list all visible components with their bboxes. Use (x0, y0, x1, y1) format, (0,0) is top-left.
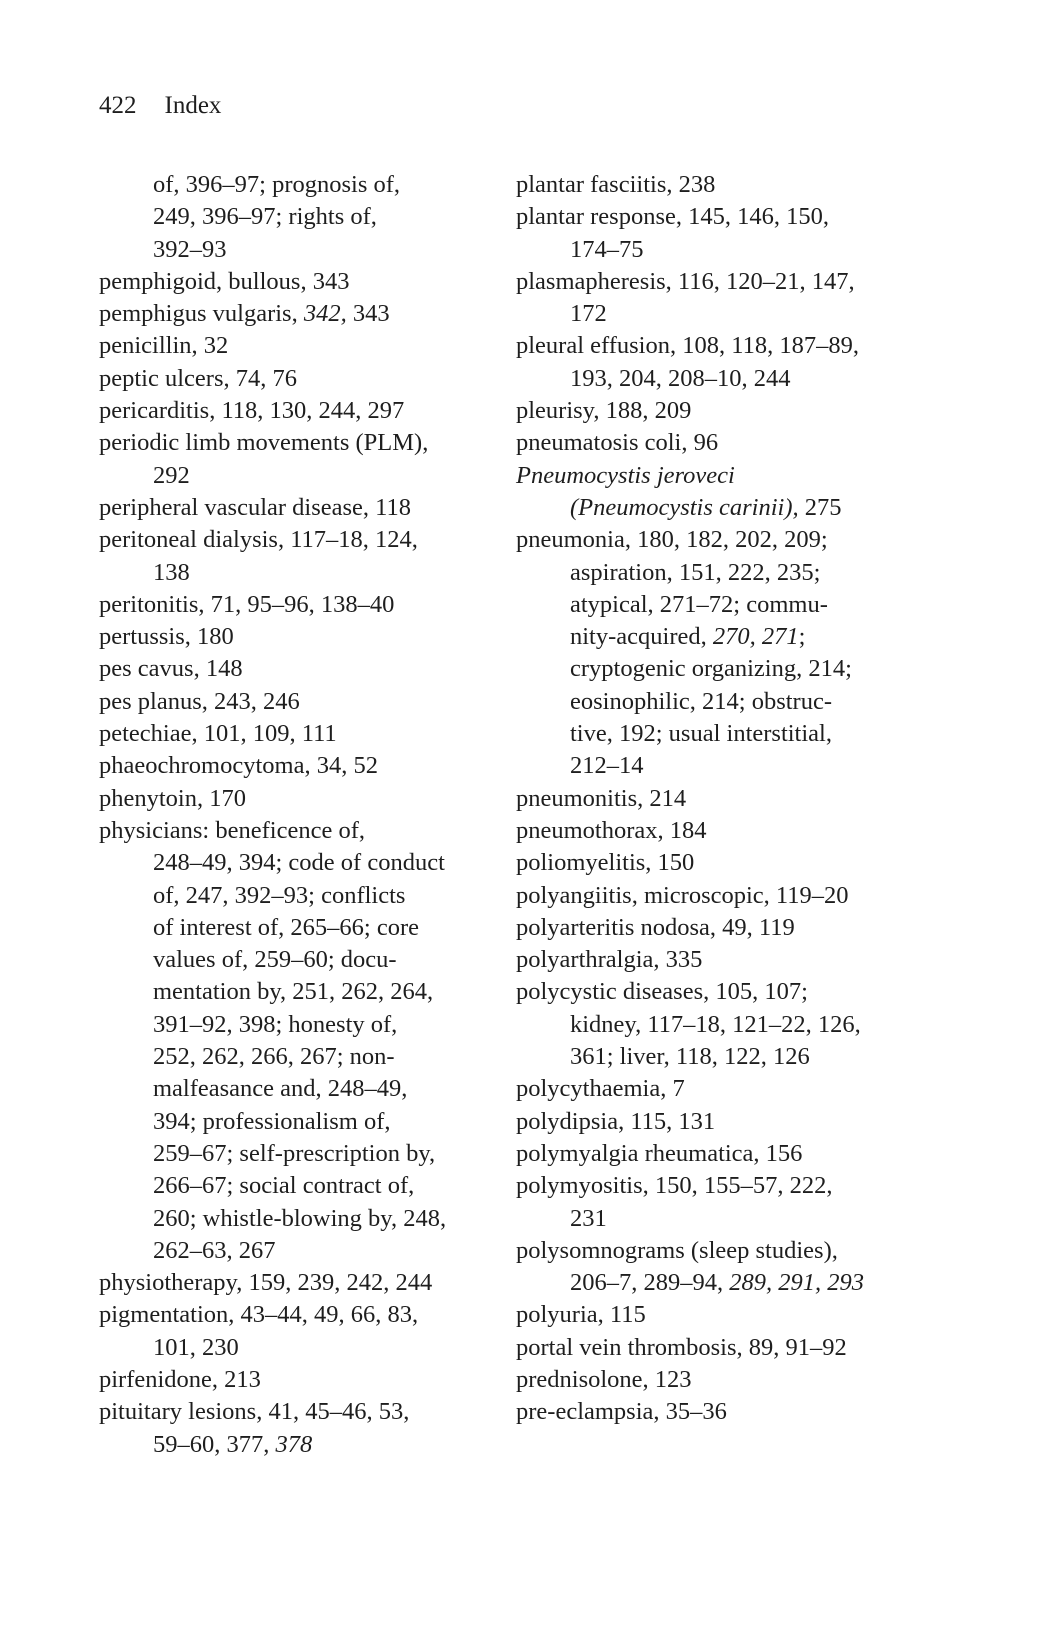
index-line-text: values of, 259–60; docu- (153, 946, 397, 974)
index-line (516, 750, 906, 782)
index-line-text: pneumothorax, 184 (516, 816, 707, 844)
index-line-text: phaeochromocytoma, 34, 52 (99, 752, 378, 780)
index-line (99, 1429, 484, 1461)
index-line-text: malfeasance and, 248–49, (153, 1075, 408, 1103)
index-line-italic: 378 (275, 1430, 313, 1458)
index-line-text: physiotherapy, 159, 239, 242, 244 (99, 1269, 433, 1297)
index-line (516, 1138, 906, 1170)
index-line (99, 1396, 484, 1428)
index-line-text: petechiae, 101, 109, 111 (99, 720, 337, 748)
index-line (99, 815, 484, 847)
index-line (516, 589, 906, 621)
index-line-text: nity-acquired, (570, 623, 713, 651)
index-line-italic: 289, 291, 293 (729, 1269, 864, 1297)
index-line-text: pericarditis, 118, 130, 244, 297 (99, 397, 405, 425)
index-line-text: pre-eclampsia, 35–36 (516, 1398, 727, 1426)
index-line (516, 460, 906, 492)
section-title: Index (164, 92, 222, 119)
index-line-text: 260; whistle-blowing by, 248, (153, 1204, 447, 1232)
index-line (516, 1267, 906, 1299)
index-column-right (516, 169, 906, 1429)
index-line-text: polyarteritis nodosa, 49, 119 (516, 913, 795, 941)
index-line (99, 783, 484, 815)
index-line (516, 880, 906, 912)
index-line (516, 427, 906, 459)
index-line (516, 1009, 906, 1041)
index-line (99, 1041, 484, 1073)
index-line (516, 976, 906, 1008)
index-line (99, 944, 484, 976)
index-line (516, 1299, 906, 1331)
index-line-text: 231 (570, 1204, 607, 1232)
index-line-text: 248–49, 394; code of conduct (153, 849, 445, 877)
index-line (516, 944, 906, 976)
index-line-text: 266–67; social contract of, (153, 1172, 415, 1200)
index-line-text: 101, 230 (153, 1333, 239, 1361)
index-line (99, 557, 484, 589)
index-line-text: peritonitis, 71, 95–96, 138–40 (99, 590, 395, 618)
index-line (516, 1332, 906, 1364)
index-line-text: polymyositis, 150, 155–57, 222, (516, 1172, 833, 1200)
index-line-italic: (Pneumocystis carinii), (570, 493, 799, 521)
index-line-text: 249, 396–97; rights of, (153, 203, 377, 231)
index-line (99, 1170, 484, 1202)
index-line-suffix: ; (798, 623, 806, 651)
index-line-suffix: 343 (346, 300, 390, 328)
index-line-text: polyarthralgia, 335 (516, 946, 703, 974)
index-line (99, 686, 484, 718)
index-line (99, 1106, 484, 1138)
index-line (516, 492, 906, 524)
index-line-text: 292 (153, 461, 190, 489)
index-line-text: penicillin, 32 (99, 332, 229, 360)
running-head (99, 91, 221, 121)
index-line-text: cryptogenic organizing, 214; (570, 655, 852, 683)
index-line-text: 172 (570, 300, 607, 328)
page-number: 422 (99, 92, 137, 119)
index-line-text: polydipsia, 115, 131 (516, 1107, 716, 1135)
index-line-text: pneumonitis, 214 (516, 784, 687, 812)
index-line-text: pemphigoid, bullous, 343 (99, 267, 350, 295)
index-line-text: 394; professionalism of, (153, 1107, 391, 1135)
index-line (99, 621, 484, 653)
index-line-text: physicians: beneficence of, (99, 816, 365, 844)
index-line-text: pirfenidone, 213 (99, 1365, 261, 1393)
index-line (516, 621, 906, 653)
index-line (516, 557, 906, 589)
index-line (99, 1235, 484, 1267)
index-line (99, 330, 484, 362)
index-line-text: plantar fasciitis, 238 (516, 171, 716, 198)
index-line-text: eosinophilic, 214; obstruc- (570, 687, 832, 715)
index-line (99, 201, 484, 233)
index-line (99, 1364, 484, 1396)
index-line-text: pituitary lesions, 41, 45–46, 53, (99, 1398, 410, 1426)
index-line (516, 847, 906, 879)
index-line-text: peritoneal dialysis, 117–18, 124, (99, 526, 418, 554)
index-line (516, 524, 906, 556)
index-line (516, 686, 906, 718)
index-line-text: 262–63, 267 (153, 1236, 276, 1264)
index-line (99, 1203, 484, 1235)
index-line-text: plantar response, 145, 146, 150, (516, 203, 829, 231)
index-line-text: 138 (153, 558, 190, 586)
index-line-text: polycythaemia, 7 (516, 1075, 685, 1103)
index-line-suffix: 275 (798, 493, 842, 521)
index-line-text: phenytoin, 170 (99, 784, 246, 812)
index-line (99, 427, 484, 459)
index-line (516, 201, 906, 233)
index-line-text: 206–7, 289–94, (570, 1269, 730, 1297)
index-line-text: pemphigus vulgaris, (99, 300, 304, 328)
index-line (516, 815, 906, 847)
index-line-text: prednisolone, 123 (516, 1365, 692, 1393)
index-line-text: pertussis, 180 (99, 623, 234, 651)
index-line (516, 718, 906, 750)
index-line (99, 653, 484, 685)
index-line-text: 174–75 (570, 235, 644, 263)
index-line-italic: 270, 271 (712, 623, 799, 651)
index-line (99, 750, 484, 782)
index-line (99, 976, 484, 1008)
index-line-text: poliomyelitis, 150 (516, 849, 695, 877)
index-line-text: atypical, 271–72; commu- (570, 590, 828, 618)
index-column-left (99, 169, 484, 1461)
index-line (99, 1299, 484, 1331)
index-line-text: 212–14 (570, 752, 644, 780)
index-line (99, 524, 484, 556)
index-line-text: tive, 192; usual interstitial, (570, 720, 832, 748)
index-line (99, 298, 484, 330)
index-line-text: periodic limb movements (PLM), (99, 429, 429, 457)
index-line (516, 363, 906, 395)
index-line (516, 1170, 906, 1202)
index-line-text: pneumatosis coli, 96 (516, 429, 719, 457)
index-line (516, 395, 906, 427)
index-line (516, 912, 906, 944)
index-line (99, 880, 484, 912)
index-line-text: of, 396–97; prognosis of, (153, 171, 401, 198)
index-line (99, 1073, 484, 1105)
index-line-text: 193, 204, 208–10, 244 (570, 364, 791, 392)
index-line (99, 589, 484, 621)
index-line (99, 492, 484, 524)
index-line-text: portal vein thrombosis, 89, 91–92 (516, 1333, 847, 1361)
index-line-italic: 342, (303, 300, 347, 328)
index-line (516, 1364, 906, 1396)
index-line-text: pneumonia, 180, 182, 202, 209; (516, 526, 828, 554)
index-line (516, 653, 906, 685)
index-line-text: 391–92, 398; honesty of, (153, 1010, 398, 1038)
index-line (516, 1396, 906, 1428)
index-line-text: of, 247, 392–93; conflicts (153, 881, 406, 909)
index-line (516, 1106, 906, 1138)
index-line (99, 363, 484, 395)
index-line-text: pigmentation, 43–44, 49, 66, 83, (99, 1301, 419, 1329)
index-line-text: polyuria, 115 (516, 1301, 646, 1329)
index-line (99, 169, 484, 201)
index-line (99, 1267, 484, 1299)
index-line-text: of interest of, 265–66; core (153, 913, 420, 941)
index-line (516, 1073, 906, 1105)
index-line (99, 847, 484, 879)
index-line-text: 361; liver, 118, 122, 126 (570, 1043, 810, 1071)
index-line-text: 59–60, 377, (153, 1430, 276, 1458)
index-line (516, 330, 906, 362)
index-line (516, 1041, 906, 1073)
index-line-text: 252, 262, 266, 267; non- (153, 1043, 395, 1071)
index-line (516, 1203, 906, 1235)
index-line (99, 912, 484, 944)
index-line-text: peripheral vascular disease, 118 (99, 493, 412, 521)
index-line (516, 234, 906, 266)
index-line (99, 234, 484, 266)
index-line-text: pes planus, 243, 246 (99, 687, 300, 715)
index-line (516, 1235, 906, 1267)
index-line (516, 298, 906, 330)
index-line (99, 718, 484, 750)
index-line-text: pleurisy, 188, 209 (516, 397, 692, 425)
index-line (99, 266, 484, 298)
index-line (516, 783, 906, 815)
index-line-italic: Pneumocystis jeroveci (516, 461, 735, 489)
index-line (516, 169, 906, 201)
index-line (99, 395, 484, 427)
index-line (99, 460, 484, 492)
index-line-text: aspiration, 151, 222, 235; (570, 558, 821, 586)
index-line-text: kidney, 117–18, 121–22, 126, (570, 1010, 861, 1038)
index-line (99, 1009, 484, 1041)
index-line-text: pleural effusion, 108, 118, 187–89, (516, 332, 859, 360)
index-line-text: polyangiitis, microscopic, 119–20 (516, 881, 849, 909)
index-line-text: 259–67; self-prescription by, (153, 1139, 436, 1167)
index-line-text: plasmapheresis, 116, 120–21, 147, (516, 267, 855, 295)
index-line-text: polysomnograms (sleep studies), (516, 1236, 838, 1264)
index-line-text: peptic ulcers, 74, 76 (99, 364, 297, 392)
index-line-text: polycystic diseases, 105, 107; (516, 978, 808, 1006)
index-line-text: mentation by, 251, 262, 264, (153, 978, 434, 1006)
index-line-text: 392–93 (153, 235, 227, 263)
index-line (99, 1332, 484, 1364)
index-line (99, 1138, 484, 1170)
index-line-text: pes cavus, 148 (99, 655, 243, 683)
index-line-text: polymyalgia rheumatica, 156 (516, 1139, 803, 1167)
index-line (516, 266, 906, 298)
